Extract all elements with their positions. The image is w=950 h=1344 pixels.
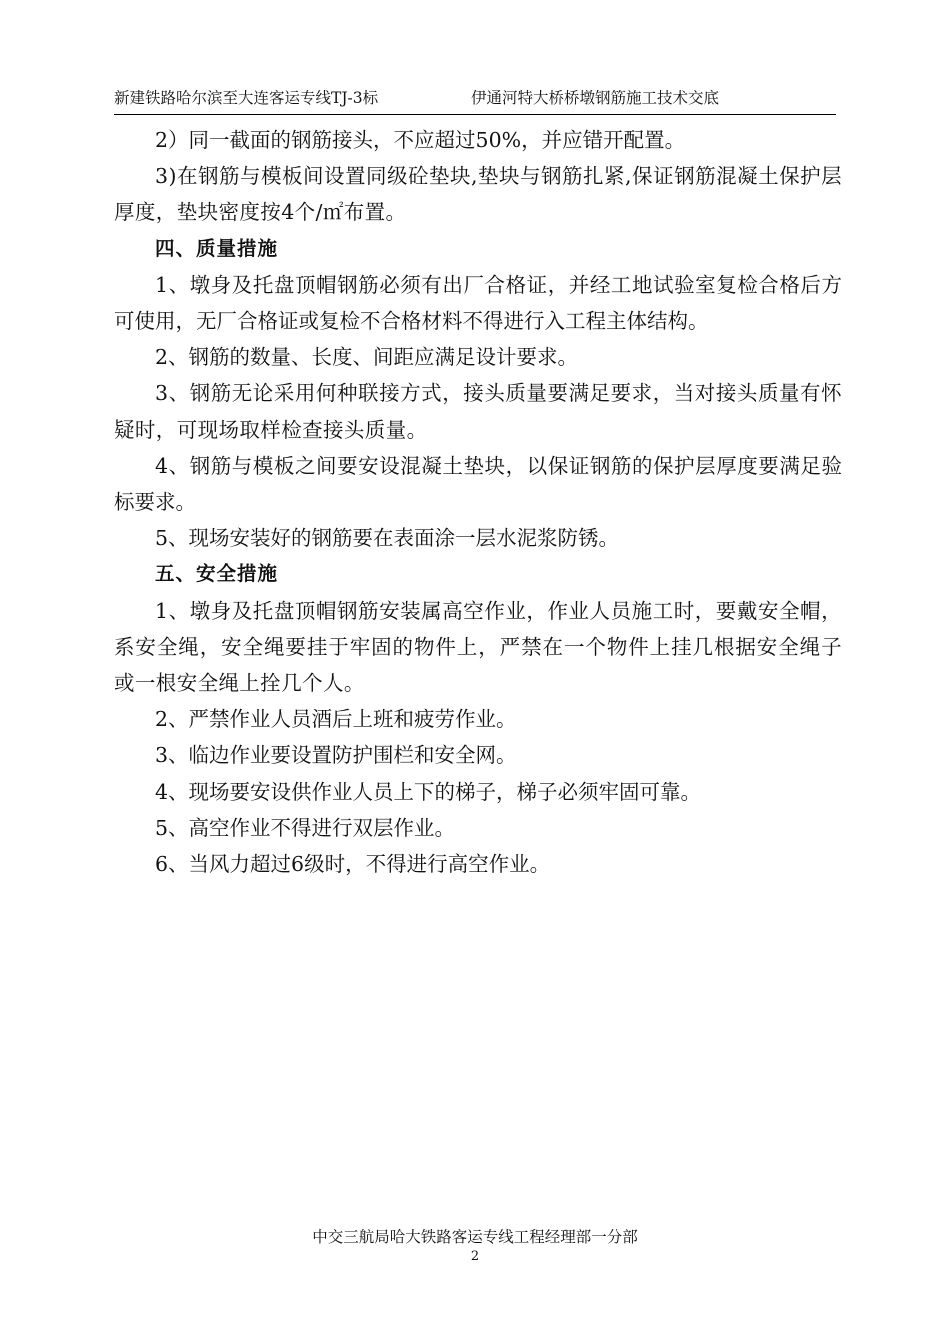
safety-item-2: 2、严禁作业人员酒后上班和疲劳作业。 bbox=[155, 707, 517, 732]
quality-item-2: 2、钢筋的数量、长度、间距应满足设计要求。 bbox=[155, 345, 579, 370]
quality-item-4: 4、钢筋与模板之间要安设混凝土垫块，以保证钢筋的保护层厚度要满足验标要求。 bbox=[114, 453, 842, 515]
paragraph-spacer-block: 3)在钢筋与模板间设置同级砼垫块,垫块与钢筋扎紧,保证钢筋混凝土保护层厚度，垫块密度按4个/㎡布置。 bbox=[114, 164, 842, 225]
safety-item-3: 3、临边作业要设置防护围栏和安全网。 bbox=[155, 743, 517, 768]
page-footer-organization: 中交三航局哈大铁路客运专线工程经理部一分部 bbox=[312, 1228, 638, 1246]
safety-item-6: 6、当风力超过6级时，不得进行高空作业。 bbox=[155, 852, 551, 877]
section-heading-quality: 四、质量措施 bbox=[155, 236, 279, 260]
paragraph-splice-rule: 2）同一截面的钢筋接头，不应超过50%，并应错开配置。 bbox=[155, 128, 686, 152]
safety-item-1: 1、墩身及托盘顶帽钢筋安装属高空作业，作业人员施工时，要戴安全帽，系安全绳，安全绳要挂于牢固的物件上，严禁在一个物件上挂几根据安全绳子或一根安全绳上拴几个人。 bbox=[114, 598, 842, 696]
header-document-title: 伊通河特大桥桥墩钢筋施工技术交底 bbox=[471, 89, 720, 107]
quality-item-5: 5、现场安装好的钢筋要在表面涂一层水泥浆防锈。 bbox=[155, 526, 620, 551]
page-number: 2 bbox=[470, 1249, 480, 1264]
safety-item-4: 4、现场要安设供作业人员上下的梯子，梯子必须牢固可靠。 bbox=[155, 779, 702, 804]
safety-item-5: 5、高空作业不得进行双层作业。 bbox=[155, 815, 456, 840]
header-project-title: 新建铁路哈尔滨至大连客运专线TJ-3标 bbox=[114, 89, 379, 107]
quality-item-3: 3、钢筋无论采用何种联接方式，接头质量要满足要求，当对接头质量有怀疑时，可现场取样检查接头质量。 bbox=[114, 381, 842, 442]
document-body bbox=[114, 122, 842, 882]
page-header bbox=[114, 84, 836, 115]
quality-item-1: 1、墩身及托盘顶帽钢筋必须有出厂合格证，并经工地试验室复检合格后方可使用，无厂合格证或复检不合格材料不得进行入工程主体结构。 bbox=[114, 272, 842, 334]
section-heading-safety: 五、安全措施 bbox=[155, 562, 279, 586]
